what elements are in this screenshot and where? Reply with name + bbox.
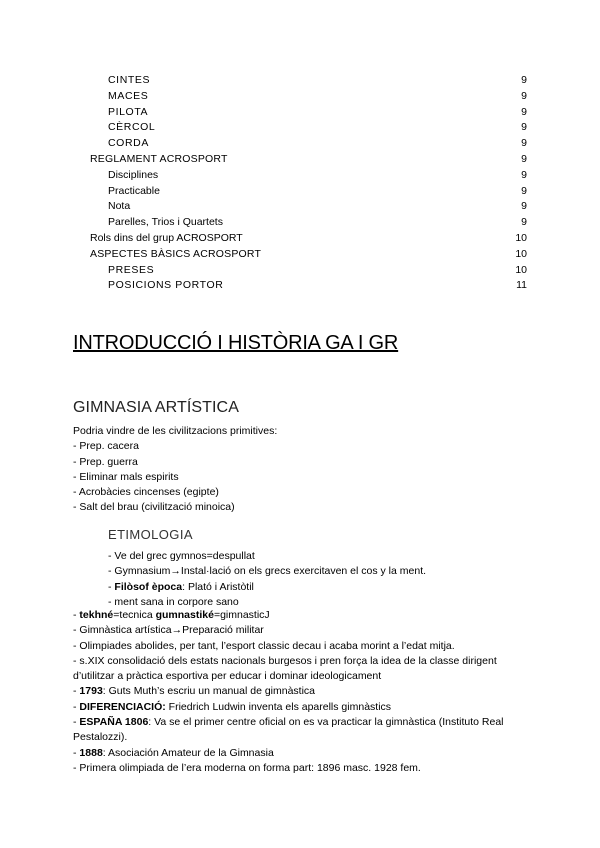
toc-label: Nota xyxy=(108,200,131,213)
history-line: - Primera olimpiada de l’era moderna on forma part: 1896 masc. 1928 fem. xyxy=(73,761,421,774)
history-line: - Gimnàstica artística→Preparació militar xyxy=(73,624,264,637)
text-run: - xyxy=(73,746,80,759)
history-line xyxy=(73,700,535,715)
toc-label: POSICIONS PORTOR xyxy=(108,279,224,292)
history-line: - Olimpiades abolides, per tant, l’esport classic decau i acaba morint a l’edat mitja. xyxy=(73,639,455,652)
text-run: - xyxy=(73,685,80,698)
subsection-heading: ETIMOLOGIA xyxy=(108,527,193,542)
toc-row[interactable] xyxy=(0,215,600,231)
text-run: - xyxy=(108,580,115,593)
history-list xyxy=(73,608,535,776)
intro-line: - Acrobàcies cincenses (egipte) xyxy=(73,486,219,499)
toc-label: PILOTA xyxy=(108,105,149,118)
toc-page-number: 9 xyxy=(521,168,527,181)
toc-page-number: 9 xyxy=(521,105,527,118)
history-line xyxy=(73,684,535,699)
intro-line: - Prep. cacera xyxy=(73,440,139,453)
etymology-line xyxy=(108,580,528,595)
intro-line: - Prep. guerra xyxy=(73,455,138,468)
toc-label: ASPECTES BÀSICS ACROSPORT xyxy=(90,247,262,260)
toc-row[interactable] xyxy=(0,184,600,200)
toc-page-number: 9 xyxy=(521,74,527,86)
etymology-line: - Gymnasium→Instal·lació on els grecs exercitaven el cos y la ment. xyxy=(108,565,427,578)
toc-label: MACES xyxy=(108,89,149,102)
toc-page-number: 9 xyxy=(521,200,527,213)
toc-row[interactable] xyxy=(0,263,600,279)
toc-label: CINTES xyxy=(108,74,151,86)
toc-label: CORDA xyxy=(108,137,149,150)
bold-term: tekhné xyxy=(79,609,114,621)
text-run: - xyxy=(73,716,80,729)
text-run: - xyxy=(73,609,80,621)
text-run: : Plató i Aristòtil xyxy=(182,580,254,593)
toc-page-number: 9 xyxy=(521,184,527,197)
history-line: - s.XIX consolidació dels estats nacionals burgesos i pren força la idea de la classe dirigent d’utilitzar a pràctica esportiva per educar i dominar ideologicament xyxy=(73,654,497,683)
toc-row[interactable] xyxy=(0,120,600,136)
history-line xyxy=(73,746,535,761)
toc-page-number: 10 xyxy=(515,231,527,244)
toc-label: Practicable xyxy=(108,184,160,197)
bold-term: ESPAÑA 1806 xyxy=(79,716,149,729)
toc-label: REGLAMENT ACROSPORT xyxy=(90,152,228,165)
history-line xyxy=(73,715,535,746)
bold-term: Filòsof època xyxy=(114,580,183,593)
intro-list xyxy=(73,424,533,516)
toc-page-number: 9 xyxy=(521,89,527,102)
bold-term: DIFERENCIACIÓ: xyxy=(79,700,166,713)
etymology-list xyxy=(108,549,528,610)
toc-page-number: 10 xyxy=(515,247,527,260)
toc-label: PRESES xyxy=(108,263,155,276)
toc-row[interactable] xyxy=(0,89,600,105)
text-run: : Guts Muth’s escriu un manual de gimnàstica xyxy=(102,685,316,698)
toc-row[interactable] xyxy=(0,231,600,247)
intro-line: - Salt del brau (civilització minoica) xyxy=(73,501,235,514)
toc-page-number: 9 xyxy=(521,152,527,165)
bold-term: 1793 xyxy=(79,685,103,698)
toc-label: Rols dins del grup ACROSPORT xyxy=(90,231,243,244)
bold-term: 1888 xyxy=(79,746,103,759)
text-run: =tecnica xyxy=(113,609,156,621)
toc-page-number: 9 xyxy=(521,216,527,229)
toc-row[interactable] xyxy=(0,73,600,89)
toc-row[interactable] xyxy=(0,278,600,294)
table-of-contents xyxy=(0,73,600,294)
toc-row[interactable] xyxy=(0,199,600,215)
toc-row[interactable] xyxy=(0,105,600,121)
text-run: - xyxy=(73,700,80,713)
toc-page-number: 11 xyxy=(516,279,527,292)
toc-row[interactable] xyxy=(0,168,600,184)
toc-label: Disciplines xyxy=(108,168,159,181)
history-line xyxy=(73,608,535,623)
text-run: Friedrich Ludwin inventa els aparells gimnàstics xyxy=(165,700,392,713)
toc-row[interactable] xyxy=(0,247,600,263)
toc-page-number: 9 xyxy=(521,121,527,134)
section-heading: GIMNASIA ARTÍSTICA xyxy=(73,399,239,416)
text-run: =gimnasticJ xyxy=(213,609,270,621)
text-run: : Asociación Amateur de la Gimnasia xyxy=(102,746,274,759)
toc-row[interactable] xyxy=(0,152,600,168)
chapter-heading: INTRODUCCIÓ I HISTÒRIA GA I GR xyxy=(73,332,399,354)
intro-line: - Eliminar mals espirits xyxy=(73,470,179,483)
bold-term: gumnastiké xyxy=(155,609,214,621)
intro-line: Podria vindre de les civilitzacions primitives: xyxy=(73,425,278,437)
toc-label: CÈRCOL xyxy=(108,121,156,134)
text-run: : Va se el primer centre oficial on es va practicar la gimnàstica (Instituto Real Pestalozzi). xyxy=(73,716,504,744)
toc-page-number: 10 xyxy=(515,263,527,276)
etymology-line: - ment sana in corpore sano xyxy=(108,595,239,608)
etymology-line: - Ve del grec gymnos=despullat xyxy=(108,550,255,562)
toc-page-number: 9 xyxy=(521,137,527,150)
toc-row[interactable] xyxy=(0,136,600,152)
toc-label: Parelles, Trios i Quartets xyxy=(108,216,223,229)
